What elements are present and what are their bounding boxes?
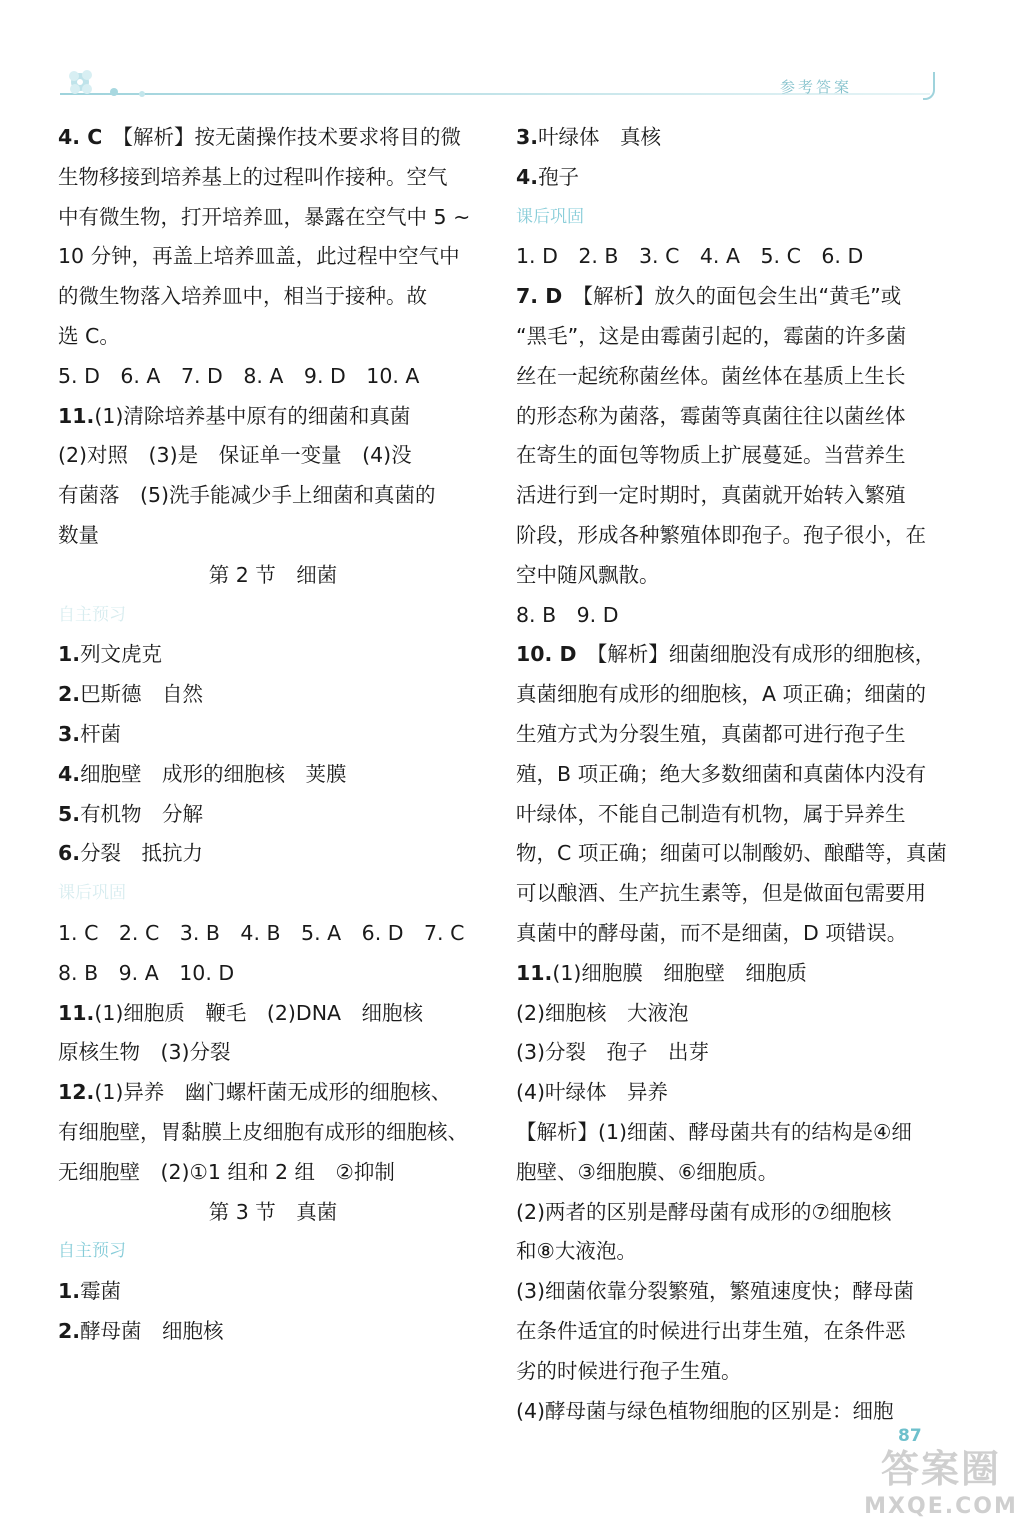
line-text: 叶绿体，不能自己制造有机物，属于异养生 [516,801,906,826]
line-text: 霉菌 [80,1279,122,1304]
line-text: 叶绿体 真核 [538,125,662,149]
line-text: 列文虎克 [80,642,163,667]
answer-line [516,436,936,476]
line-text: 【解析】按无菌操作技术要求将目的微 [122,125,461,149]
section-tag [516,198,936,238]
line-text: (4)叶绿体 异养 [516,1080,669,1105]
line-text: 可以酿酒、生产抗生素等，但是做面包需要用 [516,881,926,906]
answer-line [516,317,936,357]
answer-line [58,237,478,277]
answer-line [516,755,936,795]
left-column [58,118,478,1352]
answer-line [58,198,478,238]
question-number: 7. D [516,284,563,309]
line-text: 课后巩固 [516,206,584,227]
line-text: 无细胞壁 (2)①1 组和 2 组 ②抑制 [58,1159,395,1184]
answer-line [58,516,478,556]
line-text: 的微生物落入培养皿中，相当于接种。故 [58,284,427,309]
answer-line [58,317,478,357]
answer-line [58,795,478,835]
line-text: 孢子 [538,164,580,189]
question-number: 6. [58,841,81,866]
answer-line [516,1272,936,1312]
line-text: 有细胞壁，胃黏膜上皮细胞有成形的细胞核、 [58,1119,468,1144]
line-text: 劣的时候进行孢子生殖。 [516,1358,742,1383]
line-text: 活进行到一定时期时，真菌就开始转入繁殖 [516,483,906,508]
answer-line [516,516,936,556]
line-text: 杆菌 [80,721,122,746]
answer-line [516,1312,936,1352]
line-text: 在寄生的面包等物质上扩展蔓延。当营养生 [516,443,906,468]
answer-line [58,914,478,954]
answer-line [516,635,936,675]
section-tag [58,1232,478,1272]
line-text: 8. B 9. A 10. D [58,960,235,985]
line-text: 酵母菌 细胞核 [80,1318,224,1343]
answer-line [58,158,478,198]
question-number: 4. [516,164,539,189]
answer-line [58,1033,478,1073]
question-number: 10. D [516,642,577,667]
answer-line [516,874,936,914]
answer-line [58,118,478,158]
header-label: 参考答案 [780,78,853,96]
answer-line [516,994,936,1034]
line-text: 巴斯德 自然 [80,682,204,707]
question-number: 1. [58,1279,81,1304]
question-number: 3. [58,721,81,746]
answer-line [516,357,936,397]
answer-line [516,914,936,954]
line-text: 胞壁、③细胞膜、⑥细胞质。 [516,1159,779,1184]
answer-line [516,834,947,874]
question-number: 11. [58,1000,95,1025]
answer-line [58,954,478,994]
question-number: 5. [58,801,81,826]
line-text: (1)细胞质 鞭毛 (2)DNA 细胞核 [94,1000,424,1025]
line-text: 阶段，形成各种繁殖体即孢子。孢子很小，在 [516,522,926,547]
answer-line [58,476,478,516]
answer-line [58,1153,478,1193]
line-text: 和⑧大液泡。 [516,1239,637,1264]
line-text: 自主预习 [58,1241,126,1262]
line-text: 原核生物 (3)分裂 [58,1040,231,1065]
watermark-logo [856,1446,1026,1530]
line-text: 10 分钟，再盖上培养皿盖，此过程中空气中 [58,244,460,269]
line-text: (1)清除培养基中原有的细菌和真菌 [94,403,411,428]
answer-line [516,795,936,835]
question-number: 11. [516,960,553,985]
line-text: 第 3 节 真菌 [208,1199,338,1224]
question-number: 11. [58,403,95,428]
answer-line [516,1392,936,1432]
question-number: 2. [58,1318,81,1343]
answer-line [58,635,478,675]
answer-line [516,556,936,596]
answer-line [58,755,478,795]
line-text: 真菌中的酵母菌，而不是细菌，D 项错误。 [516,920,908,945]
section-tag [58,874,478,914]
line-text: 分裂 抵抗力 [80,841,204,866]
answer-line [516,476,936,516]
answer-line [516,954,936,994]
question-number: 4. C [58,125,103,149]
section-tag [58,596,478,636]
answer-line [516,397,936,437]
answer-line [58,1272,478,1312]
line-text: 自主预习 [58,604,126,625]
line-text: (1)异养 幽门螺杆菌无成形的细胞核、 [94,1080,452,1105]
line-text: (2)两者的区别是酵母菌有成形的⑦细胞核 [516,1199,892,1224]
line-text: 生殖方式为分裂生殖，真菌都可进行孢子生 [516,721,906,746]
flower-decoration-icon [62,62,172,102]
answer-line [516,237,936,277]
line-text: 空中随风飘散。 [516,562,660,587]
line-text: 真菌细胞有成形的细胞核，A 项正确；细菌的 [516,682,927,707]
answer-line [58,715,478,755]
answer-line [516,596,936,636]
answer-line [516,277,936,317]
answer-line [516,1232,936,1272]
line-text: 第 2 节 细菌 [208,562,338,587]
line-text: 【解析】细菌细胞没有成形的细胞核， [596,642,936,667]
answer-line [58,277,478,317]
answer-line [58,1113,478,1153]
line-text: 中有微生物，打开培养皿，暴露在空气中 5 ~ [58,204,471,229]
line-text: 1. D 2. B 3. C 4. A 5. C 6. D [516,244,864,269]
line-text: 殖，B 项正确；绝大多数细菌和真菌体内没有 [516,761,927,786]
question-number: 4. [58,761,81,786]
watermark-line1: 答案圈 [880,1447,1001,1491]
answer-line [516,1153,936,1193]
line-text: 课后巩固 [58,883,126,904]
line-text: 选 C。 [58,323,120,348]
answer-line [516,715,936,755]
line-text: 细胞壁 成形的细胞核 荚膜 [80,761,347,786]
line-text: 在条件适宜的时候进行出芽生殖，在条件恶 [516,1318,906,1343]
answer-line [516,1033,936,1073]
answer-line [516,1113,936,1153]
line-text: (1)细胞膜 细胞壁 细胞质 [552,960,807,985]
line-text: “黑毛”，这是由霉菌引起的，霉菌的许多菌 [516,323,907,348]
line-text: 8. B 9. D [516,602,619,627]
line-text: 1. C 2. C 3. B 4. B 5. A 6. D 7. C [58,920,465,945]
line-text: 的形态称为菌落，霉菌等真菌往往以菌丝体 [516,403,906,428]
answer-line [516,1352,936,1392]
answer-line [516,675,936,715]
page-number: 87 [898,1426,922,1446]
line-text: (3)分裂 孢子 出芽 [516,1040,710,1065]
answer-line [58,357,478,397]
question-number: 2. [58,682,81,707]
line-text: 有机物 分解 [80,801,204,826]
question-number: 3. [516,125,539,149]
line-text: 【解析】放久的面包会生出“黄毛”或 [582,284,902,309]
answer-line [516,1193,936,1233]
line-text: (3)细菌依靠分裂繁殖，繁殖速度快；酵母菌 [516,1279,915,1304]
answer-line [516,1073,936,1113]
line-text: 丝在一起统称菌丝体。菌丝体在基质上生长 [516,363,906,388]
line-text: (2)细胞核 大液泡 [516,1000,689,1025]
section-heading [58,1193,478,1233]
answer-line [58,436,478,476]
line-text: 物，C 项正确；细菌可以制酸奶、酿醋等，真菌 [516,841,947,866]
line-text: (4)酵母菌与绿色植物细胞的区别是：细胞 [516,1398,894,1423]
line-text: 5. D 6. A 7. D 8. A 9. D 10. A [58,363,420,388]
answer-line [58,397,478,437]
line-text: 有菌落 (5)洗手能减少手上细菌和真菌的 [58,483,436,508]
answer-line [58,675,478,715]
question-number: 12. [58,1080,95,1105]
answer-line [58,834,478,874]
answer-line [58,1073,478,1113]
answer-line [58,1312,478,1352]
line-text: 数量 [58,522,99,547]
line-text: 生物移接到培养基上的过程叫作接种。空气 [58,164,448,189]
question-number: 1. [58,642,81,667]
line-text: 【解析】(1)细菌、酵母菌共有的结构是④细 [516,1119,912,1144]
answer-line [516,118,936,158]
right-column [516,118,947,1431]
watermark-line2: MXQE.COM [864,1494,1018,1519]
answer-line [516,158,936,198]
line-text: (2)对照 (3)是 保证单一变量 (4)没 [58,443,412,468]
section-heading [58,556,478,596]
header-bracket [923,72,935,100]
answer-line [58,994,478,1034]
